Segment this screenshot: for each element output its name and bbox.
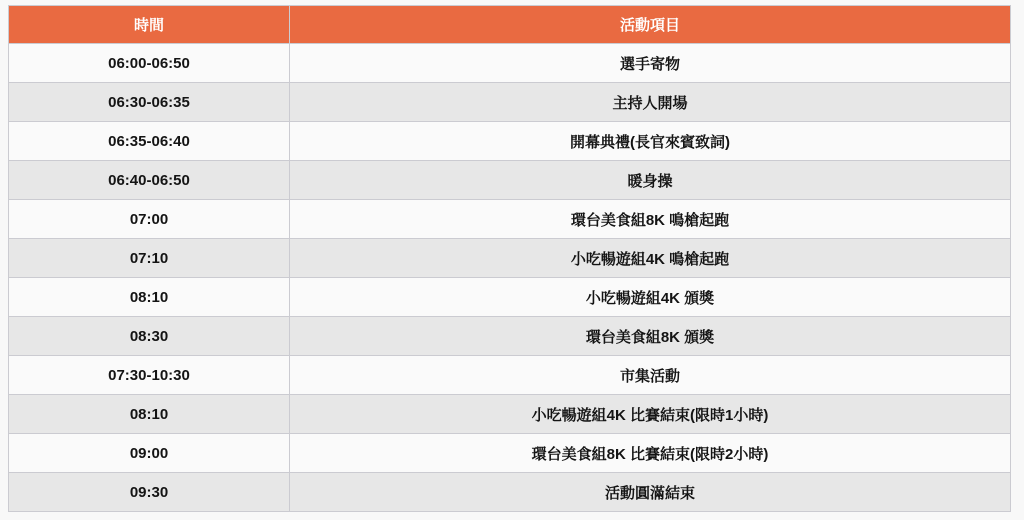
time-cell: 06:35-06:40 xyxy=(9,122,290,161)
table-row xyxy=(9,473,1011,512)
table-row xyxy=(9,200,1011,239)
time-cell: 09:00 xyxy=(9,434,290,473)
activity-cell: 活動圓滿結束 xyxy=(290,473,1011,512)
activity-cell: 環台美食組8K 比賽結束(限時2小時) xyxy=(290,434,1011,473)
activity-cell: 小吃暢遊組4K 頒獎 xyxy=(290,278,1011,317)
time-cell: 08:10 xyxy=(9,278,290,317)
time-cell: 06:00-06:50 xyxy=(9,44,290,83)
column-header-time: 時間 xyxy=(9,6,290,44)
table-row xyxy=(9,122,1011,161)
table-row xyxy=(9,44,1011,83)
event-schedule-table xyxy=(8,5,1011,512)
time-cell: 06:30-06:35 xyxy=(9,83,290,122)
table-row xyxy=(9,395,1011,434)
activity-cell: 環台美食組8K 頒獎 xyxy=(290,317,1011,356)
table-row xyxy=(9,434,1011,473)
activity-cell: 暖身操 xyxy=(290,161,1011,200)
activity-cell: 選手寄物 xyxy=(290,44,1011,83)
table-row xyxy=(9,239,1011,278)
time-cell: 07:00 xyxy=(9,200,290,239)
time-cell: 07:30-10:30 xyxy=(9,356,290,395)
activity-cell: 開幕典禮(長官來賓致詞) xyxy=(290,122,1011,161)
table-row xyxy=(9,317,1011,356)
activity-cell: 小吃暢遊組4K 比賽結束(限時1小時) xyxy=(290,395,1011,434)
table-row xyxy=(9,356,1011,395)
activity-cell: 環台美食組8K 鳴槍起跑 xyxy=(290,200,1011,239)
table-header-row xyxy=(9,6,1011,44)
time-cell: 08:30 xyxy=(9,317,290,356)
time-cell: 09:30 xyxy=(9,473,290,512)
table-row xyxy=(9,278,1011,317)
activity-cell: 主持人開場 xyxy=(290,83,1011,122)
time-cell: 08:10 xyxy=(9,395,290,434)
time-cell: 06:40-06:50 xyxy=(9,161,290,200)
column-header-activity: 活動項目 xyxy=(290,6,1011,44)
time-cell: 07:10 xyxy=(9,239,290,278)
table-row xyxy=(9,161,1011,200)
activity-cell: 市集活動 xyxy=(290,356,1011,395)
table-row xyxy=(9,83,1011,122)
activity-cell: 小吃暢遊組4K 鳴槍起跑 xyxy=(290,239,1011,278)
